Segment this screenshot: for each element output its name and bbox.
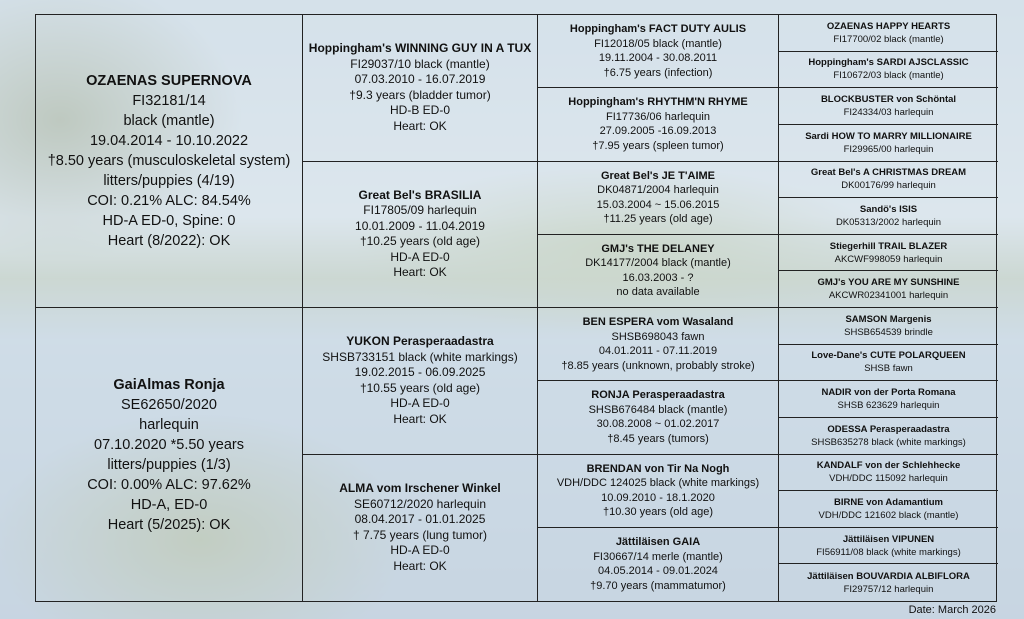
pedigree-cell-gen4 <box>779 88 998 125</box>
dog-detail: HD-A ED-0 <box>390 396 450 411</box>
dog-name: OZAENAS HAPPY HEARTS <box>826 20 951 32</box>
dog-name: BIRNE von Adamantium <box>834 496 943 508</box>
dog-detail: †9.3 years (bladder tumor) <box>349 87 491 102</box>
pedigree-cell-gen4 <box>779 455 998 492</box>
pedigree-cell-gen3 <box>538 381 779 454</box>
pedigree-cell-gen4 <box>779 235 998 272</box>
pedigree-cell-gen4 <box>779 125 998 162</box>
dog-detail: DK05313/2002 harlequin <box>835 216 942 228</box>
dog-detail: FI29037/10 black (mantle) <box>350 56 490 71</box>
dog-name: Hoppingham's RHYTHM'N RHYME <box>568 96 748 109</box>
dog-name: BEN ESPERA vom Wasaland <box>582 316 734 329</box>
dog-detail: †7.95 years (spleen tumor) <box>592 139 724 152</box>
dog-detail: VDH/DDC 115092 harlequin <box>829 473 948 485</box>
dog-detail: SHSB 623629 harlequin <box>837 400 940 412</box>
dog-name: SAMSON Margenis <box>845 313 932 325</box>
pedigree-cell-gen4 <box>779 271 998 308</box>
dog-name: RONJA Perasperaadastra <box>591 389 725 402</box>
dog-detail: COI: 0.00% ALC: 97.62% <box>87 476 251 493</box>
dog-detail: AKCWR02341001 harlequin <box>828 290 949 302</box>
dog-detail: 16.03.2003 - ? <box>622 271 694 284</box>
dog-detail: FI17700/02 black (mantle) <box>833 33 944 45</box>
dog-detail: COI: 0.21% ALC: 84.54% <box>87 193 251 209</box>
pedigree-cell-gen3 <box>538 308 779 381</box>
dog-detail: †8.45 years (tumors) <box>607 432 709 445</box>
pedigree-cell-gen2 <box>303 15 538 162</box>
pedigree-cell-gen3 <box>538 15 779 88</box>
dog-name: Hoppingham's SARDI AJSCLASSIC <box>808 57 969 69</box>
dog-name: Jättiläisen VIPUNEN <box>842 533 935 545</box>
dog-detail: AKCWF998059 harlequin <box>834 253 943 265</box>
pedigree-cell-gen3 <box>538 88 779 161</box>
dog-detail: †10.55 years (old age) <box>359 380 481 395</box>
dog-detail: SHSB635278 black (white markings) <box>811 436 966 448</box>
dog-detail: 30.08.2008 ~ 01.02.2017 <box>596 418 720 431</box>
dog-detail: FI10672/03 black (mantle) <box>833 70 944 82</box>
pedigree-cell-gen4 <box>779 52 998 89</box>
dog-detail: litters/puppies (1/3) <box>107 456 231 473</box>
dog-detail: 19.02.2015 - 06.09.2025 <box>354 365 486 380</box>
dog-detail: FI17736/06 harlequin <box>606 110 710 123</box>
dog-detail: SHSB676484 black (mantle) <box>588 403 728 416</box>
dog-detail: FI24334/03 harlequin <box>843 107 934 119</box>
dog-name: Great Bel's JE T'AIME <box>600 169 716 182</box>
dog-name: BLOCKBUSTER von Schöntal <box>820 94 957 106</box>
dog-detail: DK04871/2004 harlequin <box>597 184 719 197</box>
dog-name: GaiAlmas Ronja <box>113 376 225 393</box>
pedigree-cell-gen4 <box>779 418 998 455</box>
dog-name: Great Bel's A CHRISTMAS DREAM <box>810 167 967 179</box>
dog-detail: harlequin <box>139 416 199 433</box>
dog-detail: FI30667/14 merle (mantle) <box>593 550 723 563</box>
dog-detail: 10.01.2009 - 11.04.2019 <box>355 218 485 233</box>
dog-name: Jättiläisen GAIA <box>615 536 701 549</box>
dog-detail: †10.30 years (old age) <box>602 506 714 519</box>
pedigree-cell-gen3 <box>538 455 779 528</box>
dog-detail: SHSB733151 black (white markings) <box>322 349 518 364</box>
dog-detail: HD-A ED-0 <box>390 249 450 264</box>
dog-detail: 08.04.2017 - 01.01.2025 <box>354 512 486 527</box>
dog-detail: †8.85 years (unknown, probably stroke) <box>561 359 755 372</box>
pedigree-cell-gen4 <box>779 198 998 235</box>
dog-name: ALMA vom Irschener Winkel <box>339 481 501 496</box>
dog-name: Love-Dane's CUTE POLARQUEEN <box>811 350 966 362</box>
dog-name: KANDALF von der Schlehhecke <box>816 460 961 472</box>
dog-detail: †9.70 years (mammatumor) <box>590 579 726 592</box>
dog-detail: Heart: OK <box>393 118 447 133</box>
dog-detail: FI29757/12 harlequin <box>843 583 934 595</box>
dog-detail: Heart: OK <box>393 411 447 426</box>
dog-detail: HD-A ED-0, Spine: 0 <box>102 213 236 229</box>
dog-detail: SE60712/2020 harlequin <box>353 496 487 511</box>
dog-name: Hoppingham's FACT DUTY AULIS <box>569 23 747 36</box>
dog-detail: 04.05.2014 - 09.01.2024 <box>598 565 718 578</box>
dog-detail: VDH/DDC 121602 black (mantle) <box>818 509 959 521</box>
dog-detail: †6.75 years (infection) <box>603 66 713 79</box>
dog-detail: SHSB698043 fawn <box>611 330 705 343</box>
dog-detail: 19.11.2004 - 30.08.2011 <box>598 52 718 65</box>
dog-detail: †10.25 years (old age) <box>359 234 481 249</box>
dog-detail: no data available <box>616 286 700 299</box>
dog-name: ODESSA Perasperaadastra <box>827 423 950 435</box>
dog-detail: SHSB654539 brindle <box>844 326 933 338</box>
dog-name: OZAENAS SUPERNOVA <box>86 73 252 89</box>
dog-detail: 10.09.2010 - 18.1.2020 <box>601 491 715 504</box>
pedigree-cell-gen3 <box>538 235 779 308</box>
dog-detail: FI12018/05 black (mantle) <box>594 37 722 50</box>
dog-detail: HD-B ED-0 <box>389 103 450 118</box>
date-label: Date: March 2026 <box>908 604 996 616</box>
pedigree-cell-gen4 <box>779 381 998 418</box>
pedigree-cell-gen4 <box>779 528 998 565</box>
pedigree-cell-gen3 <box>538 162 779 235</box>
dog-detail: †8.50 years (musculoskeletal system) <box>47 153 291 169</box>
pedigree-cell-gen2 <box>303 308 538 455</box>
dog-detail: FI56911/08 black (white markings) <box>816 546 961 558</box>
dog-detail: VDH/DDC 124025 black (white markings) <box>556 477 760 490</box>
dog-detail: HD-A, ED-0 <box>130 496 208 513</box>
dog-detail: †11.25 years (old age) <box>603 213 713 226</box>
dog-detail: SHSB fawn <box>864 363 913 375</box>
pedigree-cell-gen4 <box>779 162 998 199</box>
dog-name: YUKON Perasperaadastra <box>346 334 494 349</box>
dog-detail: black (mantle) <box>123 113 215 129</box>
dog-detail: SE62650/2020 <box>121 396 217 413</box>
pedigree-cell-gen1 <box>36 308 303 601</box>
pedigree-cell-gen4 <box>779 564 998 601</box>
dog-detail: 07.10.2020 *5.50 years <box>94 436 244 453</box>
dog-detail: 04.01.2011 - 07.11.2019 <box>598 345 718 358</box>
pedigree-cell-gen2 <box>303 455 538 602</box>
pedigree-cell-gen1 <box>36 15 303 308</box>
dog-detail: DK00176/99 harlequin <box>841 180 936 192</box>
dog-detail: Heart (8/2022): OK <box>107 233 231 249</box>
dog-detail: FI32181/14 <box>132 93 206 109</box>
dog-name: Hoppingham's WINNING GUY IN A TUX <box>308 41 532 56</box>
dog-name: BRENDAN von Tir Na Nogh <box>586 462 730 475</box>
pedigree-cell-gen4 <box>779 491 998 528</box>
dog-detail: 07.03.2010 - 16.07.2019 <box>354 72 486 87</box>
dog-detail: HD-A ED-0 <box>390 543 450 558</box>
dog-detail: FI17805/09 harlequin <box>363 203 477 218</box>
dog-detail: Heart (5/2025): OK <box>107 516 231 533</box>
dog-detail: 15.03.2004 ~ 15.06.2015 <box>596 198 720 211</box>
dog-detail: DK14177/2004 black (mantle) <box>585 257 731 270</box>
dog-detail: Heart: OK <box>393 265 447 280</box>
dog-name: Jättiläisen BOUVARDIA ALBIFLORA <box>807 570 970 582</box>
dog-name: Stiegerhill TRAIL BLAZER <box>829 240 948 252</box>
pedigree-table <box>35 14 997 602</box>
pedigree-cell-gen3 <box>538 528 779 601</box>
dog-detail: litters/puppies (4/19) <box>103 173 235 189</box>
pedigree-cell-gen4 <box>779 308 998 345</box>
dog-detail: 19.04.2014 - 10.10.2022 <box>89 133 249 149</box>
dog-detail: † 7.75 years (lung tumor) <box>352 527 488 542</box>
pedigree-cell-gen2 <box>303 162 538 309</box>
pedigree-cell-gen4 <box>779 345 998 382</box>
dog-name: GMJ's YOU ARE MY SUNSHINE <box>817 277 960 289</box>
pedigree-cell-gen4 <box>779 15 998 52</box>
dog-detail: Heart: OK <box>393 558 447 573</box>
dog-detail: 27.09.2005 -16.09.2013 <box>599 125 717 138</box>
dog-name: NADIR von der Porta Romana <box>821 387 956 399</box>
dog-name: Sandö's ISIS <box>859 203 918 215</box>
dog-detail: FI29965/00 harlequin <box>843 143 934 155</box>
dog-name: GMJ's THE DELANEY <box>601 242 715 255</box>
dog-name: Great Bel's BRASILIA <box>358 187 482 202</box>
dog-name: Sardi HOW TO MARRY MILLIONAIRE <box>805 130 972 142</box>
